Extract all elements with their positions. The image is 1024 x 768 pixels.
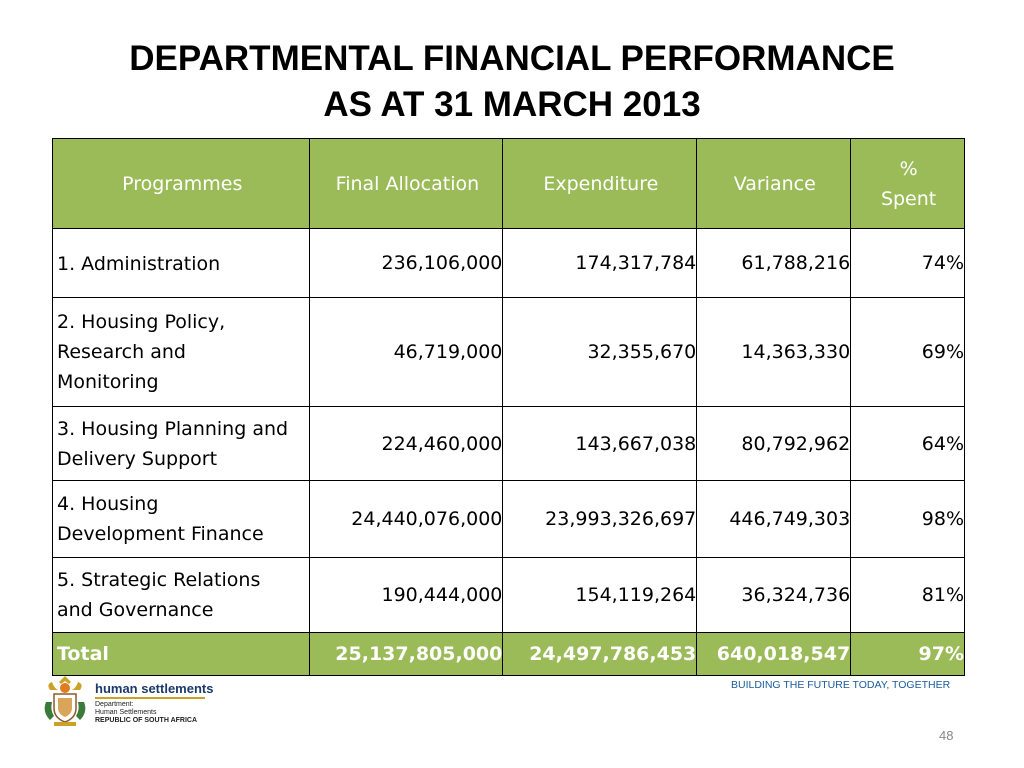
row-programme-name [53,407,310,481]
table-row [53,407,965,481]
row-final-allocation: 190,444,000 [310,558,503,633]
programme-name-line: Research and [57,341,186,363]
row-percent-spent: 81% [851,558,965,633]
row-percent-spent: 98% [851,481,965,558]
department-divider [95,697,205,699]
table-row [53,298,965,407]
title-line-1: DEPARTMENTAL FINANCIAL PERFORMANCE [129,39,895,78]
programme-name-line: 5. Strategic Relations [57,569,261,591]
table-header-row [53,139,965,229]
programme-name-line: Delivery Support [57,447,218,470]
title-line-2: AS AT 31 MARCH 2013 [323,85,701,124]
row-final-allocation: 236,106,000 [310,229,503,298]
row-final-allocation: 46,719,000 [310,298,503,407]
header-percent-symbol: % [899,157,918,180]
row-final-allocation: 24,440,076,000 [310,481,503,558]
total-label: Total [53,633,310,676]
row-variance: 36,324,736 [697,558,851,633]
financial-performance-table [52,138,965,676]
programme-name-line: 2. Housing Policy, [57,311,226,333]
programme-name-line: and Governance [57,599,214,621]
row-variance: 14,363,330 [697,298,851,407]
row-expenditure: 23,993,326,697 [503,481,697,558]
header-final-allocation: Final Allocation [310,139,503,229]
total-row [53,633,965,676]
row-expenditure: 174,317,784 [503,229,697,298]
header-spent-label: Spent [880,187,937,210]
total-expenditure: 24,497,786,453 [503,633,697,676]
coat-of-arms-icon [40,672,90,728]
total-final-allocation: 25,137,805,000 [310,633,503,676]
row-expenditure: 154,119,264 [503,558,697,633]
row-programme-name [53,298,310,407]
row-final-allocation: 224,460,000 [310,407,503,481]
department-label: Department: [95,701,134,708]
header-programmes: Programmes [53,139,310,229]
row-percent-spent: 64% [851,407,965,481]
department-subtitle: Human Settlements [95,709,157,716]
row-programme-name [53,558,310,633]
header-variance: Variance [697,139,851,229]
page-number: 48 [939,728,954,743]
programme-name-line: 3. Housing Planning and [57,417,289,440]
header-expenditure: Expenditure [503,139,697,229]
row-variance: 446,749,303 [697,481,851,558]
row-variance: 80,792,962 [697,407,851,481]
table-row [53,229,965,298]
row-expenditure: 32,355,670 [503,298,697,407]
row-expenditure: 143,667,038 [503,407,697,481]
programme-name-line: 4. Housing [57,493,159,515]
row-programme-name [53,481,310,558]
page-title [0,36,1024,128]
table-row [53,481,965,558]
slogan: BUILDING THE FUTURE TODAY, TOGETHER [731,679,951,691]
row-programme-name: 1. Administration [53,229,310,298]
table-row [53,558,965,633]
row-percent-spent: 74% [851,229,965,298]
header-percent-spent [851,139,965,229]
total-variance: 640,018,547 [697,633,851,676]
row-variance: 61,788,216 [697,229,851,298]
country-label: REPUBLIC OF SOUTH AFRICA [95,717,198,724]
programme-name-line: Development Finance [57,523,264,545]
row-percent-spent: 69% [851,298,965,407]
programme-name-line: Monitoring [57,371,159,393]
department-name: human settlements [95,681,214,696]
total-percent-spent: 97% [851,633,965,676]
